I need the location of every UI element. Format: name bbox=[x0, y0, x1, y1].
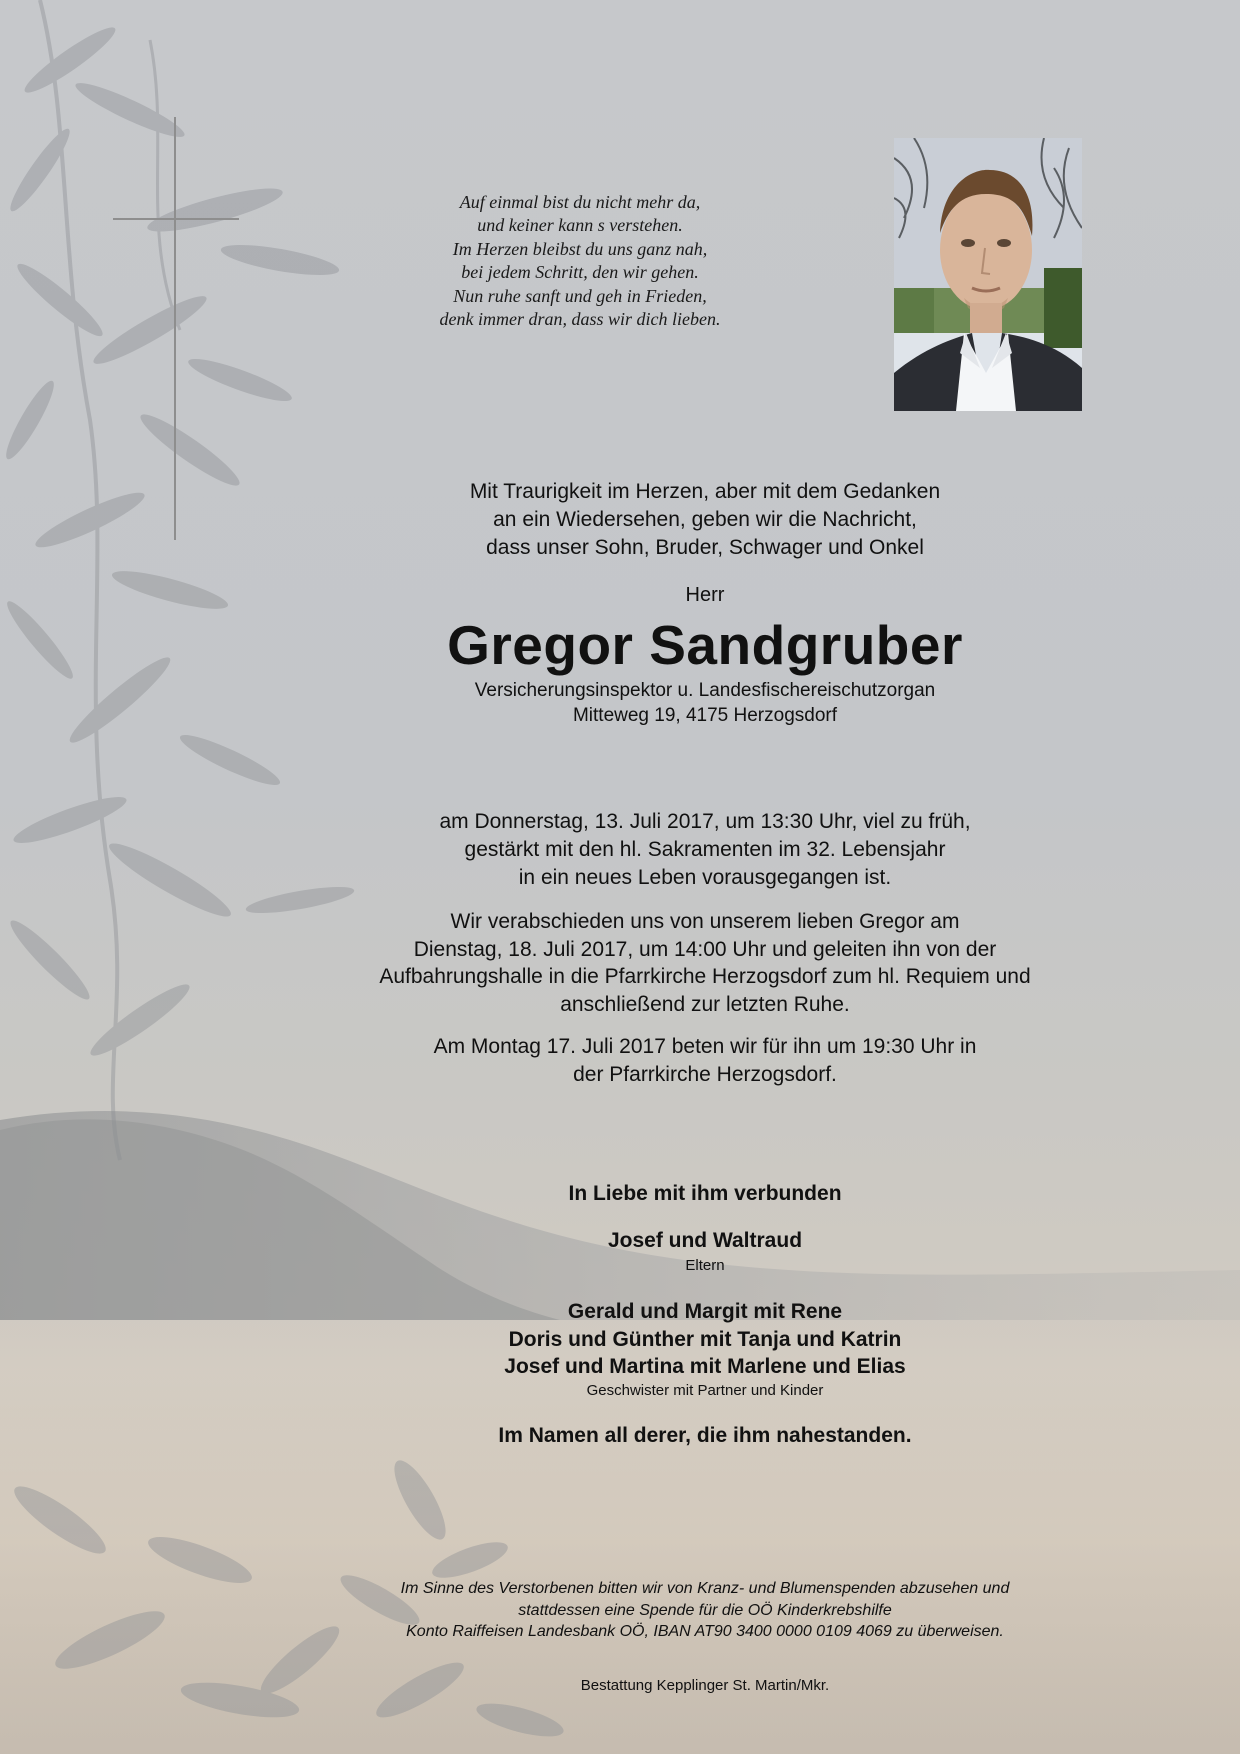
mourners-intro: In Liebe mit ihm verbunden bbox=[568, 1182, 842, 1205]
funeral-line: Aufbahrungshalle in die Pfarrkirche Herzogsdorf zum hl. Requiem und bbox=[379, 965, 1031, 988]
poem-line: Auf einmal bist du nicht mehr da, bbox=[459, 192, 701, 212]
parents-names: Josef und Waltraud bbox=[607, 1229, 803, 1252]
death-notice-line: gestärkt mit den hl. Sakramenten im 32. Lebensjahr bbox=[464, 838, 946, 861]
deceased-address: Mitteweg 19, 4175 Herzogsdorf bbox=[572, 705, 838, 726]
donation-line: Konto Raiffeisen Landesbank OÖ, IBAN AT90 3400 0000 0109 4069 zu überweisen. bbox=[406, 1623, 1004, 1640]
deceased-name: Gregor Sandgruber bbox=[447, 614, 963, 676]
funeral-line: Wir verabschieden uns von unserem lieben Gregor am bbox=[450, 910, 960, 933]
closing-line: Im Namen all derer, die ihm nahestanden. bbox=[498, 1424, 912, 1447]
siblings-role: Geschwister mit Partner und Kinder bbox=[586, 1382, 824, 1399]
sibling-family: Josef und Martina mit Marlene und Elias bbox=[504, 1355, 906, 1378]
sibling-family: Doris und Günther mit Tanja und Katrin bbox=[508, 1327, 902, 1351]
poem-line: bei jedem Schritt, den wir gehen. bbox=[461, 262, 699, 283]
prayer-details bbox=[300, 1033, 1110, 1089]
portrait-photo bbox=[894, 138, 1082, 411]
donation-request bbox=[300, 1578, 1110, 1643]
sibling-family: Gerald und Margit mit Rene bbox=[567, 1300, 843, 1323]
intro-line: Mit Traurigkeit im Herzen, aber mit dem Gedanken bbox=[469, 480, 941, 503]
deceased-details bbox=[300, 678, 1110, 728]
donation-line: Im Sinne des Verstorbenen bitten wir von Kranz- und Blumenspenden abzusehen und bbox=[400, 1580, 1010, 1597]
intro-line: an ein Wiedersehen, geben wir die Nachricht, bbox=[493, 508, 917, 531]
poem-line: Im Herzen bleibst du uns ganz nah, bbox=[452, 238, 708, 259]
parents-role: Eltern bbox=[685, 1257, 725, 1274]
poem-line: und keiner kann s verstehen. bbox=[477, 215, 683, 236]
funeral-line: Dienstag, 18. Juli 2017, um 14:00 Uhr und geleiten ihn von der bbox=[413, 937, 997, 961]
salutation: Herr bbox=[685, 584, 725, 606]
prayer-line: der Pfarrkirche Herzogsdorf. bbox=[573, 1063, 837, 1086]
prayer-line: Am Montag 17. Juli 2017 beten wir für ihn um 19:30 Uhr in bbox=[433, 1035, 977, 1058]
poem-line: Nun ruhe sanft und geh in Frieden, bbox=[453, 285, 707, 306]
intro-line: dass unser Sohn, Bruder, Schwager und Onkel bbox=[486, 536, 924, 559]
announcement-intro bbox=[300, 478, 1110, 562]
funeral-details bbox=[300, 908, 1110, 1018]
death-notice-line: in ein neues Leben vorausgegangen ist. bbox=[518, 866, 892, 889]
memorial-cross-horizontal bbox=[113, 218, 239, 220]
death-notice bbox=[300, 808, 1110, 892]
funeral-line: anschließend zur letzten Ruhe. bbox=[560, 992, 850, 1016]
deceased-profession: Versicherungsinspektor u. Landesfischereischutzorgan bbox=[474, 680, 936, 701]
poem-line: denk immer dran, dass wir dich lieben. bbox=[439, 309, 721, 330]
donation-line: stattdessen eine Spende für die OÖ Kinderkrebshilfe bbox=[518, 1601, 892, 1619]
undertaker: Bestattung Kepplinger St. Martin/Mkr. bbox=[580, 1677, 830, 1694]
death-notice-line: am Donnerstag, 13. Juli 2017, um 13:30 Uhr, viel zu früh, bbox=[439, 810, 971, 833]
memorial-cross-vertical bbox=[174, 117, 176, 540]
memorial-poem bbox=[390, 191, 770, 331]
siblings-list bbox=[300, 1298, 1110, 1381]
